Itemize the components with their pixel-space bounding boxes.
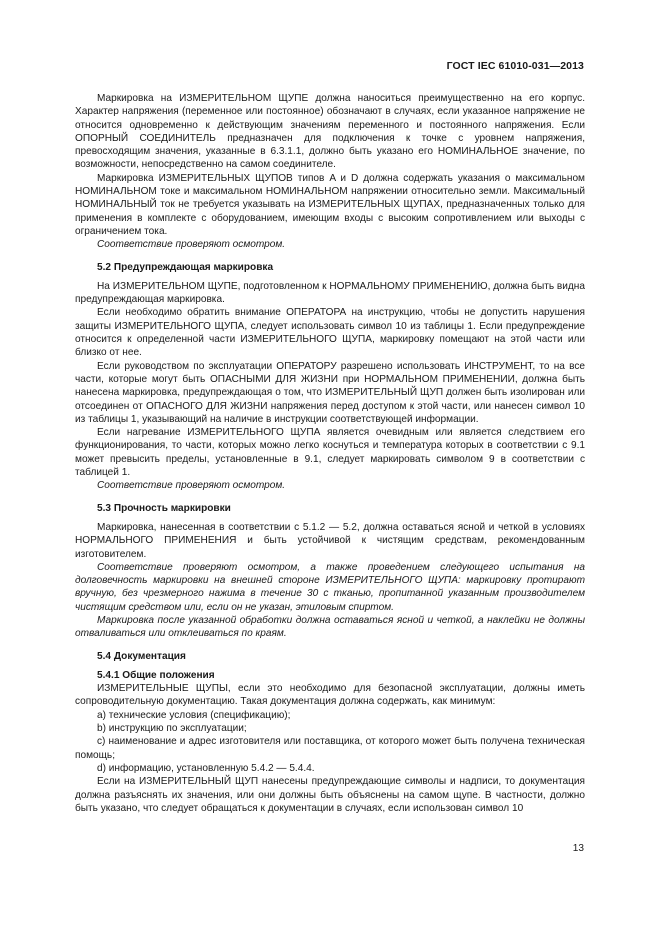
paragraph-marking-location: Маркировка на ИЗМЕРИТЕЛЬНОМ ЩУПЕ должна наноситься преимущественно на его корпус. Характер напряжения (переменное или постоянное) обозначают в случаях, если указанное напряжение не относится одновременно к действующим значениям переменного и постоянного напряжения. Если ОПОРНЫЙ СОЕДИНИТЕЛЬ предназначен для подключения к точке с уровнем напряжения, превосходящим значения, указанные в 6.3.1.1, должно быть указано его НОМИНАЛЬНОЕ значение, по возможности, непосредственно на самом соединителе. [75,93,585,171]
paragraph-tool-use: Если руководством по эксплуатации ОПЕРАТОРУ разрешено использовать ИНСТРУМЕНТ, то на все части, которые могут быть ОПАСНЫМИ ДЛЯ ЖИЗНИ при НОРМАЛЬНОМ ПРИМЕНЕНИИ, должна быть нанесена маркировка, предупреждающая о том, что ИЗМЕРИТЕЛЬНЫЙ ЩУП должен быть изолирован или отсоединен от ОПАСНОГО ДЛЯ ЖИЗНИ напряжения перед доступом к этой части, или нанесен символ 10 из таблицы 1, указывающий на наличие в инструкции соответствующей информации. [75,360,585,425]
list-item: b) инструкцию по эксплуатации; [97,723,247,735]
section-heading-5-4: 5.4 Документация [97,650,186,662]
paragraph-heating: Если нагревание ИЗМЕРИТЕЛЬНОГО ЩУПА является очевидным или является следствием его функционирования, то части, которых можно легко коснуться и температура которых в соответствии с 9.1 может превысить пределы, установленные в 9.1, следует маркировать символом 9 в соответствии с таблицей 1. [75,427,585,479]
document-standard-id: ГОСТ IEC 61010-031—2013 [446,60,584,72]
section-heading-5-3: 5.3 Прочность маркировки [97,502,231,514]
documentation-list [75,709,585,775]
page-body [75,92,585,815]
paragraph-symbol-10: Если необходимо обратить внимание ОПЕРАТОРА на инструкцию, чтобы не допустить нарушения защиты ИЗМЕРИТЕЛЬНОГО ЩУПА, следует использовать символ 10 из таблицы 1. Если предупреждение относится к определенной части ИЗМЕРИТЕЛЬНОГО ЩУПА, маркировку помещают на этой части или близко от нее. [75,307,585,359]
list-item: c) наименование и адрес изготовителя или поставщика, от которого может быть получена техническая помощь; [75,736,585,761]
compliance-note: Соответствие проверяют осмотром. [97,239,286,251]
subsection-heading-5-4-1: 5.4.1 Общие положения [97,669,215,681]
paragraph-warning-visible: На ИЗМЕРИТЕЛЬНОМ ЩУПЕ, подготовленном к НОРМАЛЬНОМУ ПРИМЕНЕНИЮ, должна быть видна предупреждающая маркировка. [75,280,585,306]
paragraph-documentation: ИЗМЕРИТЕЛЬНЫЕ ЩУПЫ, если это необходимо для безопасной эксплуатации, должны иметь сопроводительную документацию. Такая документация должна содержать, как минимум: [75,683,585,708]
list-item: d) информацию, установленную 5.4.2 — 5.4.4. [97,762,315,774]
paragraph-warning-symbols: Если на ИЗМЕРИТЕЛЬНЫЙ ЩУП нанесены предупреждающие символы и надписи, то документация должна разъяснять их значения, или они должны быть объяснены на самом щупе. В частности, должно быть указано, что следует обращаться к документации в случаях, если использован символ 10 [75,776,585,814]
paragraph-after-test: Маркировка после указанной обработки должна оставаться ясной и четкой, а наклейки не должны отваливаться или отклеиваться по краям. [75,614,585,640]
paragraph-durability-test: Соответствие проверяют осмотром, а также проведением следующего испытания на долговечность маркировки на внешней стороне ИЗМЕРИТЕЛЬНОГО ЩУПА: маркировку протирают вручную, без чрезмерного нажима в течение 30 с тканью, пропитанной указанным производителем чистящим средством или, если он не указан, этиловым спиртом. [75,561,585,613]
paragraph-marking-durability: Маркировка, нанесенная в соответствии с 5.1.2 — 5.2, должна оставаться ясной и четкой в условиях НОРМАЛЬНОГО ПРИМЕНЕНИЯ и быть устойчивой к чистящим средствам, рекомендованным изготовителем. [75,521,585,560]
list-item: a) технические условия (спецификацию); [97,709,291,721]
compliance-note: Соответствие проверяют осмотром. [97,480,286,492]
page-number: 13 [572,843,584,854]
section-heading-5-2: 5.2 Предупреждающая маркировка [97,261,274,273]
paragraph-marking-types-a-d: Маркировка ИЗМЕРИТЕЛЬНЫХ ЩУПОВ типов A и D должна содержать указания о максимальном НОМИНАЛЬНОМ токе и максимальном НОМИНАЛЬНОМ напряжении относительно земли. Максимальный НОМИНАЛЬНЫЙ ток не требуется указывать на ИЗМЕРИТЕЛЬНЫХ ЩУПАХ, предназначенных только для применения в комплекте с оборудованием, имеющим входы с высоким сопротивлением или выходы с ограничением тока. [75,172,585,237]
